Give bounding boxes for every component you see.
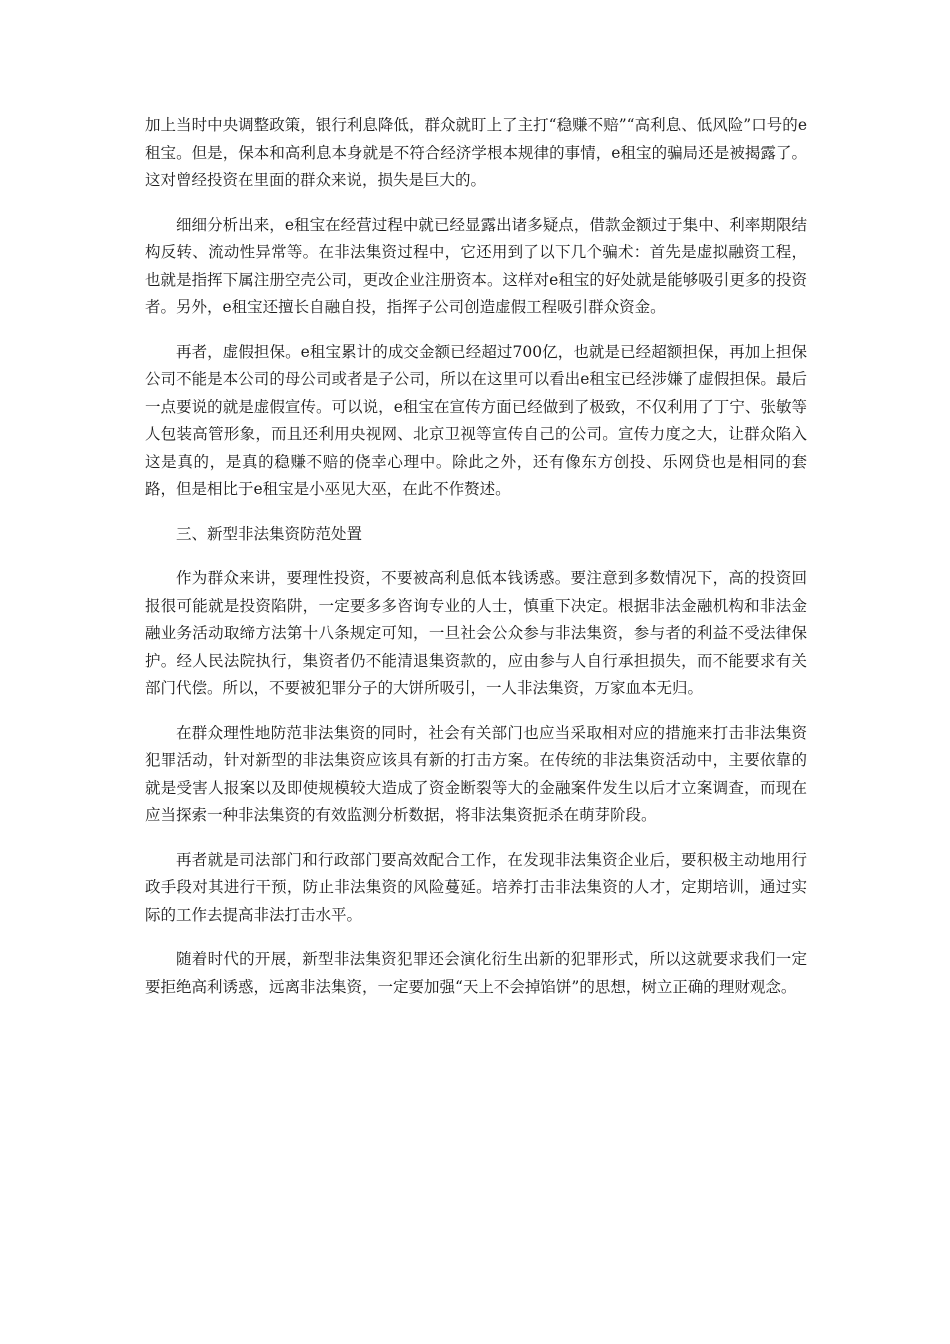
document-body xyxy=(145,112,807,1018)
paragraph-conclusion: 随着时代的开展，新型非法集资犯罪还会演化衍生出新的犯罪形式，所以这就要求我们一定要拒绝高利诱惑，远离非法集资，一定要加强“天上不会掉馅饼”的思想，树立正确的理财观念。 xyxy=(145,950,807,996)
paragraph-judicial-cooperation: 再者就是司法部门和行政部门要高效配合工作，在发现非法集资企业后，要积极主动地用行政手段对其进行干预，防止非法集资的风险蔓延。培养打击非法集资的人才，定期培训，通过实际的工作去提高非法打击水平。 xyxy=(145,850,807,924)
paragraph-rational-investment: 作为群众来讲，要理性投资，不要被高利息低本钱诱惑。要注意到多数情况下，高的投资回报很可能就是投资陷阱，一定要多多咨询专业的人士，慎重下决定。根据非法金融机构和非法金融业务活动取缔方法第十八条规定可知，一旦社会公众参与非法集资，参与者的利益不受法律保护。经人民法院执行，集资者仍不能清退集资款的，应由参与人自行承担损失，而不能要求有关部门代偿。所以，不要被犯罪分子的大饼所吸引，一人非法集资，万家血本无归。 xyxy=(145,569,807,697)
paragraph-continued-from-previous-page: 加上当时中央调整政策，银行利息降低，群众就盯上了主打“稳赚不赔”“高利息、低风险”口号的e租宝。但是，保本和高利息本身就是不符合经济学根本规律的事情，e租宝的骗局还是被揭露了。这对曾经投资在里面的群众来说，损失是巨大的。 xyxy=(145,116,807,189)
section-heading-prevention: 三、新型非法集资防范处置 xyxy=(176,524,363,543)
paragraph-e-zubao-analysis: 细细分析出来，e租宝在经营过程中就已经显露出诸多疑点，借款金额过于集中、利率期限结构反转、流动性异常等。在非法集资过程中，它还用到了以下几个骗术：首先是虚拟融资工程，也就是指挥下属注册空壳公司，更改企业注册资本。这样对e租宝的好处就是能够吸引更多的投资者。另外，e租宝还擅长自融自投，指挥子公司创造虚假工程吸引群众资金。 xyxy=(145,215,807,316)
paragraph-department-measures: 在群众理性地防范非法集资的同时，社会有关部门也应当采取相对应的措施来打击非法集资犯罪活动，针对新型的非法集资应该具有新的打击方案。在传统的非法集资活动中，主要依靠的就是受害人报案以及即使规模较大造成了资金断裂等大的金融案件发生以后才立案调查，而现在应当探索一种非法集资的有效监测分析数据，将非法集资扼杀在萌芽阶段。 xyxy=(145,723,807,824)
paragraph-false-guarantee: 再者，虚假担保。e租宝累计的成交金额已经超过700亿，也就是已经超额担保，再加上担保公司不能是本公司的母公司或者是子公司，所以在这里可以看出e租宝已经涉嫌了虚假担保。最后一点要说的就是虚假宣传。可以说，e租宝在宣传方面已经做到了极致，不仅利用了丁宁、张敏等人包装高管形象，而且还利用央视网、北京卫视等宣传自己的公司。宣传力度之大，让群众陷入这是真的，是真的稳赚不赔的侥幸心理中。除此之外，还有像东方创投、乐网贷也是相同的套路，但是相比于e租宝是小巫见大巫，在此不作赘述。 xyxy=(145,342,807,498)
